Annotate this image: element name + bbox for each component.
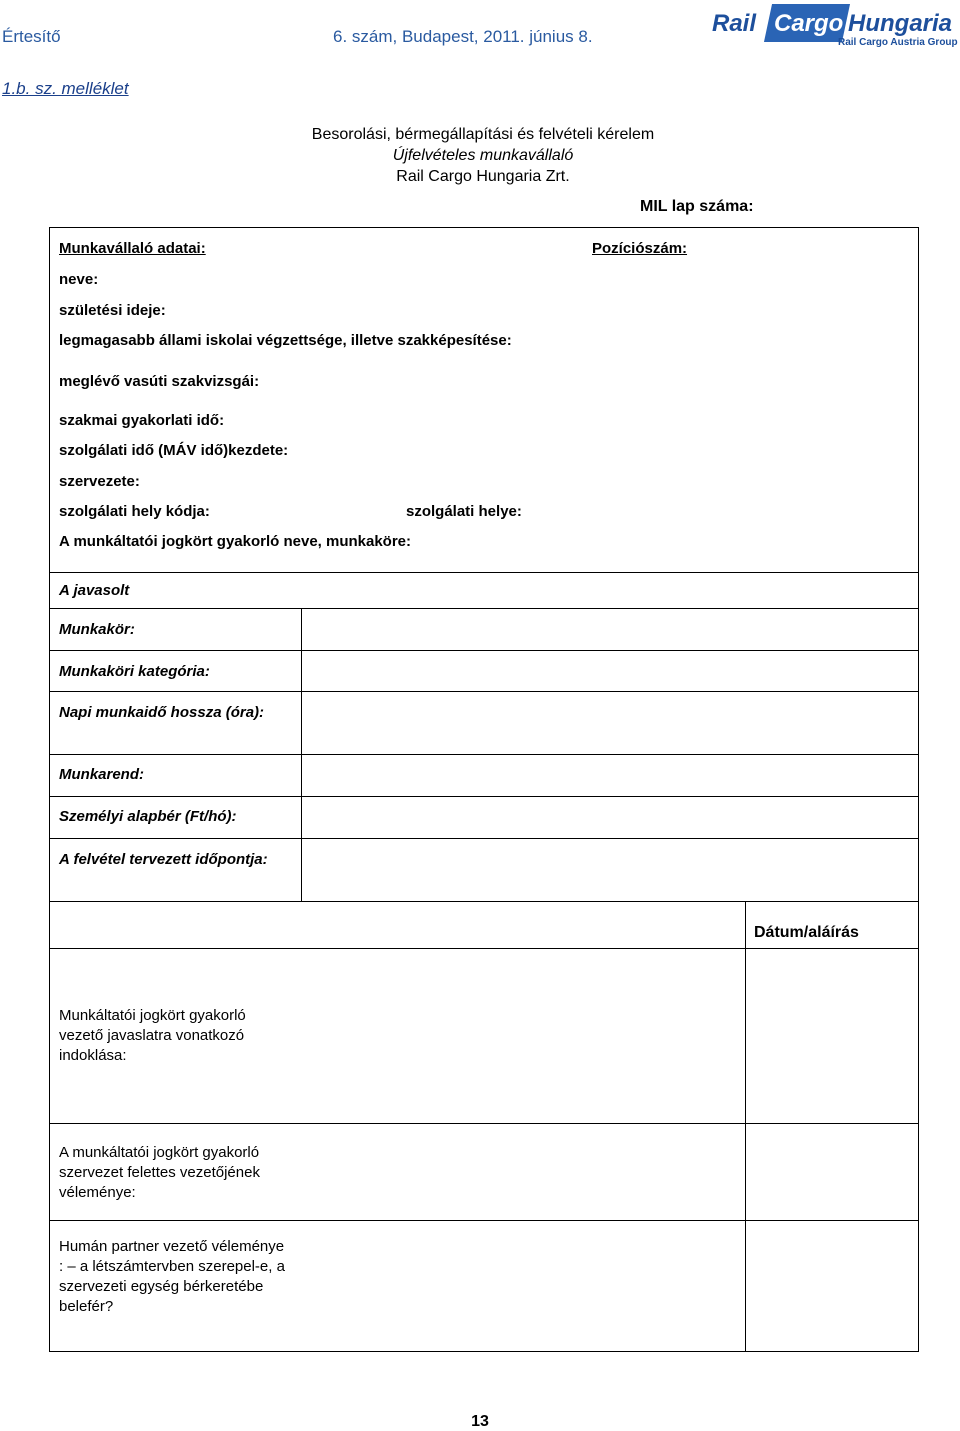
company-logo <box>712 4 960 50</box>
manager-justification-label: Munkáltatói jogkört gyakorló vezető javaslatra vonatkozó indoklása: <box>59 1007 246 1064</box>
planned-start-date-label: A felvétel tervezett időpontja: <box>59 851 268 868</box>
logo-tagline: Rail Cargo Austria Group <box>838 37 958 48</box>
railway-exams-label: meglévő vasúti szakvizsgái: <box>59 373 260 390</box>
divider <box>49 1220 919 1221</box>
organization-label: szervezete: <box>59 473 140 490</box>
issue-info: 6. szám, Budapest, 2011. június 8. <box>333 27 593 46</box>
divider <box>49 838 919 839</box>
employer-label: A munkáltatói jogkört gyakorló neve, munkaköre: <box>59 533 412 550</box>
journal-name: Értesítő <box>2 27 61 46</box>
divider <box>49 650 919 651</box>
superior-opinion-label: A munkáltatói jogkört gyakorló szervezet felettes vezetőjének véleménye: <box>59 1144 260 1201</box>
birth-date-label: születési ideje: <box>59 302 166 319</box>
form-title: Besorolási, bérmegállapítási és felvételi kérelem <box>311 126 655 143</box>
employee-name-label: neve: <box>59 271 99 288</box>
position-number-label: Pozíciószám: <box>592 240 688 257</box>
divider <box>49 796 919 797</box>
logo-word-hungaria: Hungaria <box>848 10 953 37</box>
work-schedule-label: Munkarend: <box>59 766 145 783</box>
divider <box>49 572 919 573</box>
job-title-label: Munkakör: <box>59 621 135 638</box>
job-category-label: Munkaköri kategória: <box>59 663 210 680</box>
education-label: legmagasabb állami iskolai végzettsége, illetve szakképesítése: <box>59 332 512 349</box>
service-start-label: szolgálati idő (MÁV idő)kezdete: <box>59 442 289 459</box>
logo-word-rail: Rail <box>712 10 757 37</box>
proposal-heading: A javasolt <box>59 582 130 599</box>
company-name: Rail Cargo Hungaria Zrt. <box>396 168 570 185</box>
mil-sheet-number-label: MIL lap száma: <box>640 198 754 215</box>
annex-label: 1.b. sz. melléklet <box>2 79 129 98</box>
divider <box>49 608 919 609</box>
hr-partner-opinion-label: Humán partner vezető véleménye : – a létszámtervben szerepel-e, a szervezeti egység bérkeretébe belefér? <box>59 1238 285 1315</box>
workplace-code-label: szolgálati hely kódja: <box>59 503 210 520</box>
daily-hours-label: Napi munkaidő hossza (óra): <box>59 704 265 721</box>
divider <box>49 948 919 949</box>
date-signature-label: Dátum/aláírás <box>754 924 859 941</box>
signature-column-divider <box>745 901 746 1352</box>
divider <box>49 901 919 902</box>
divider <box>49 754 919 755</box>
divider <box>49 691 919 692</box>
divider <box>49 1123 919 1124</box>
base-salary-label: Személyi alapbér (Ft/hó): <box>59 808 237 825</box>
workplace-label: szolgálati helye: <box>406 503 522 520</box>
logo-word-cargo: Cargo <box>774 10 844 37</box>
form-subtitle: Újfelvételes munkavállaló <box>392 147 574 164</box>
experience-label: szakmai gyakorlati idő: <box>59 412 225 429</box>
page-number: 13 <box>471 1413 489 1430</box>
employee-section-heading: Munkavállaló adatai: <box>59 240 206 257</box>
